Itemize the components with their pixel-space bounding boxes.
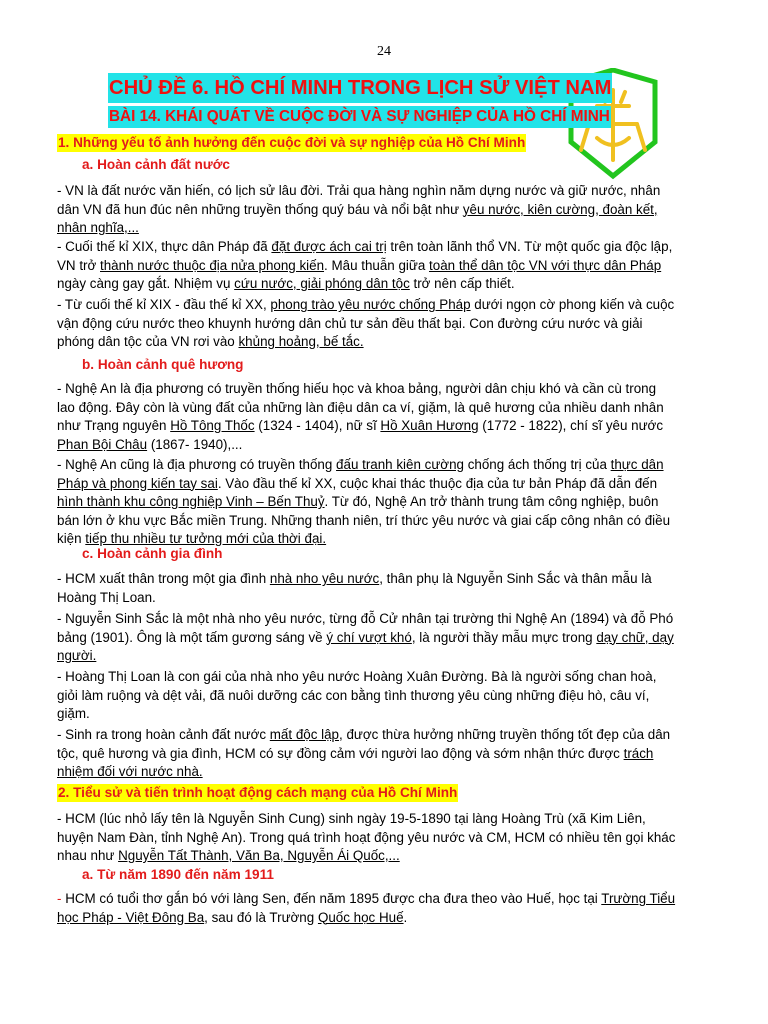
paragraph-2-1: - HCM (lúc nhỏ lấy tên là Nguyễn Sinh Cung) sinh ngày 19-5-1890 tại làng Hoàng Trù (xã Kim Liên, huyện Nam Đàn, tỉnh Nghệ An). Trong quá trình hoạt động yêu nước và CM, HCM có nhiều tên gọi khác nhau như Nguyễn Tất Thành, Văn Ba, Nguyễn Ái Quốc,... <box>57 811 676 863</box>
paragraph-1a-3: - Từ cuối thế kỉ XIX - đầu thế kỉ XX, phong trào yêu nước chống Pháp dưới ngọn cờ phong kiến và cuộc vận động cứu nước theo khuynh hướng dân chủ tư sản đều thất bại. Con đường cứu nước và giải phóng dân tộc của VN rơi vào khủng hoảng, bế tắc. <box>57 297 675 349</box>
subsection-1c-heading: c. Hoàn cảnh gia đình <box>82 546 223 561</box>
paragraph-1c-4: - Sinh ra trong hoàn cảnh đất nước mất độc lập, được thừa hưởng những truyền thống tốt đẹp của dân tộc, quê hương và gia đình, HCM có sự đồng cảm với người lao động và sớm nhận thức được trách nhiệm đối với nước nhà. <box>57 727 671 779</box>
paragraph-1c-2: - Nguyễn Sinh Sắc là một nhà nho yêu nước, từng đỗ Cử nhân tại trường thi Nghệ An (1894) và đỗ Phó bảng (1901). Ông là một tấm gương sáng về ý chí vượt khó, là người thầy mẫu mực trong dạy chữ, dạy người. <box>57 611 674 663</box>
paragraph-1b-1: - Nghệ An là địa phương có truyền thống hiếu học và khoa bảng, người dân chịu khó và cần cù trong lao động. Đây còn là vùng đất của những làn điệu dân ca ví, giặm, là quê hương của nhiều danh nhân như Trạng nguyên Hồ Tông Thốc (1324 - 1404), nữ sĩ Hồ Xuân Hương (1772 - 1822), chí sĩ yêu nước Phan Bội Châu (1867- 1940),... <box>57 381 664 452</box>
paragraph-1a-2: - Cuối thế kỉ XIX, thực dân Pháp đã đặt được ách cai trị trên toàn lãnh thổ VN. Từ một quốc gia độc lập, VN trở thành nước thuộc địa nửa phong kiến. Mâu thuẫn giữa toàn thể dân tộc VN với thực dân Pháp ngày càng gay gắt. Nhiệm vụ cứu nước, giải phóng dân tộc trở nên cấp thiết. <box>57 239 673 291</box>
paragraph-2a-1: - HCM có tuổi thơ gắn bó với làng Sen, đến năm 1895 được cha đưa theo vào Huế, học tại Trường Tiểu học Pháp - Việt Đông Ba, sau đó là Trường Quốc học Huế. <box>57 891 676 925</box>
paragraph-1b-2: - Nghệ An cũng là địa phương có truyền thống đấu tranh kiên cường chống ách thống trị của thực dân Pháp và phong kiến tay sai. Vào đầu thế kỉ XX, cuộc khai thác thuộc địa của tư bản Pháp đã dẫn đến hình thành khu công nghiệp Vinh – Bến Thuỷ. Từ đó, Nghệ An trở thành trung tâm công nghiệp, buôn bán lớn ở khu vực Bắc miền Trung. Những thanh niên, trí thức yêu nước và giai cấp công nhân có điều kiện tiếp thu nhiều tư tưởng mới của thời đại. <box>57 457 671 546</box>
paragraph-1a-1: - VN là đất nước văn hiến, có lịch sử lâu đời. Trải qua hàng nghìn năm dựng nước và giữ nước, nhân dân VN đã hun đúc nên những truyền thống quý báu và nổi bật như yêu nước, kiên cường, đoàn kết, nhân nghĩa,... <box>57 183 661 235</box>
page-number: 24 <box>377 44 391 59</box>
subsection-1b-heading: b. Hoàn cảnh quê hương <box>82 357 244 372</box>
page-title: CHỦ ĐỀ 6. HỒ CHÍ MINH TRONG LỊCH SỬ VIỆT NAM <box>108 73 612 103</box>
subsection-1a-heading: a. Hoàn cảnh đất nước <box>82 157 230 172</box>
section-1-heading: 1. Những yếu tố ảnh hưởng đến cuộc đời và sự nghiệp của Hồ Chí Minh <box>58 135 526 150</box>
paragraph-1c-3: - Hoàng Thị Loan là con gái của nhà nho yêu nước Hoàng Xuân Đường. Bà là người sống chan hoà, giỏi làm ruộng và dệt vải, đã nuôi dưỡng các con bằng tình thương yêu cùng những điệu hò, câu ví, giặm. <box>57 669 657 721</box>
lesson-title: BÀI 14. KHÁI QUÁT VỀ CUỘC ĐỜI VÀ SỰ NGHIỆP CỦA HỒ CHÍ MINH <box>108 106 611 128</box>
section-2-heading: 2. Tiểu sử và tiến trình hoạt động cách mạng của Hồ Chí Minh <box>58 785 458 800</box>
subsection-2a-heading: a. Từ năm 1890 đến năm 1911 <box>82 867 274 882</box>
paragraph-1c-1: - HCM xuất thân trong một gia đình nhà nho yêu nước, thân phụ là Nguyễn Sinh Sắc và thân mẫu là Hoàng Thị Loan. <box>57 571 652 605</box>
